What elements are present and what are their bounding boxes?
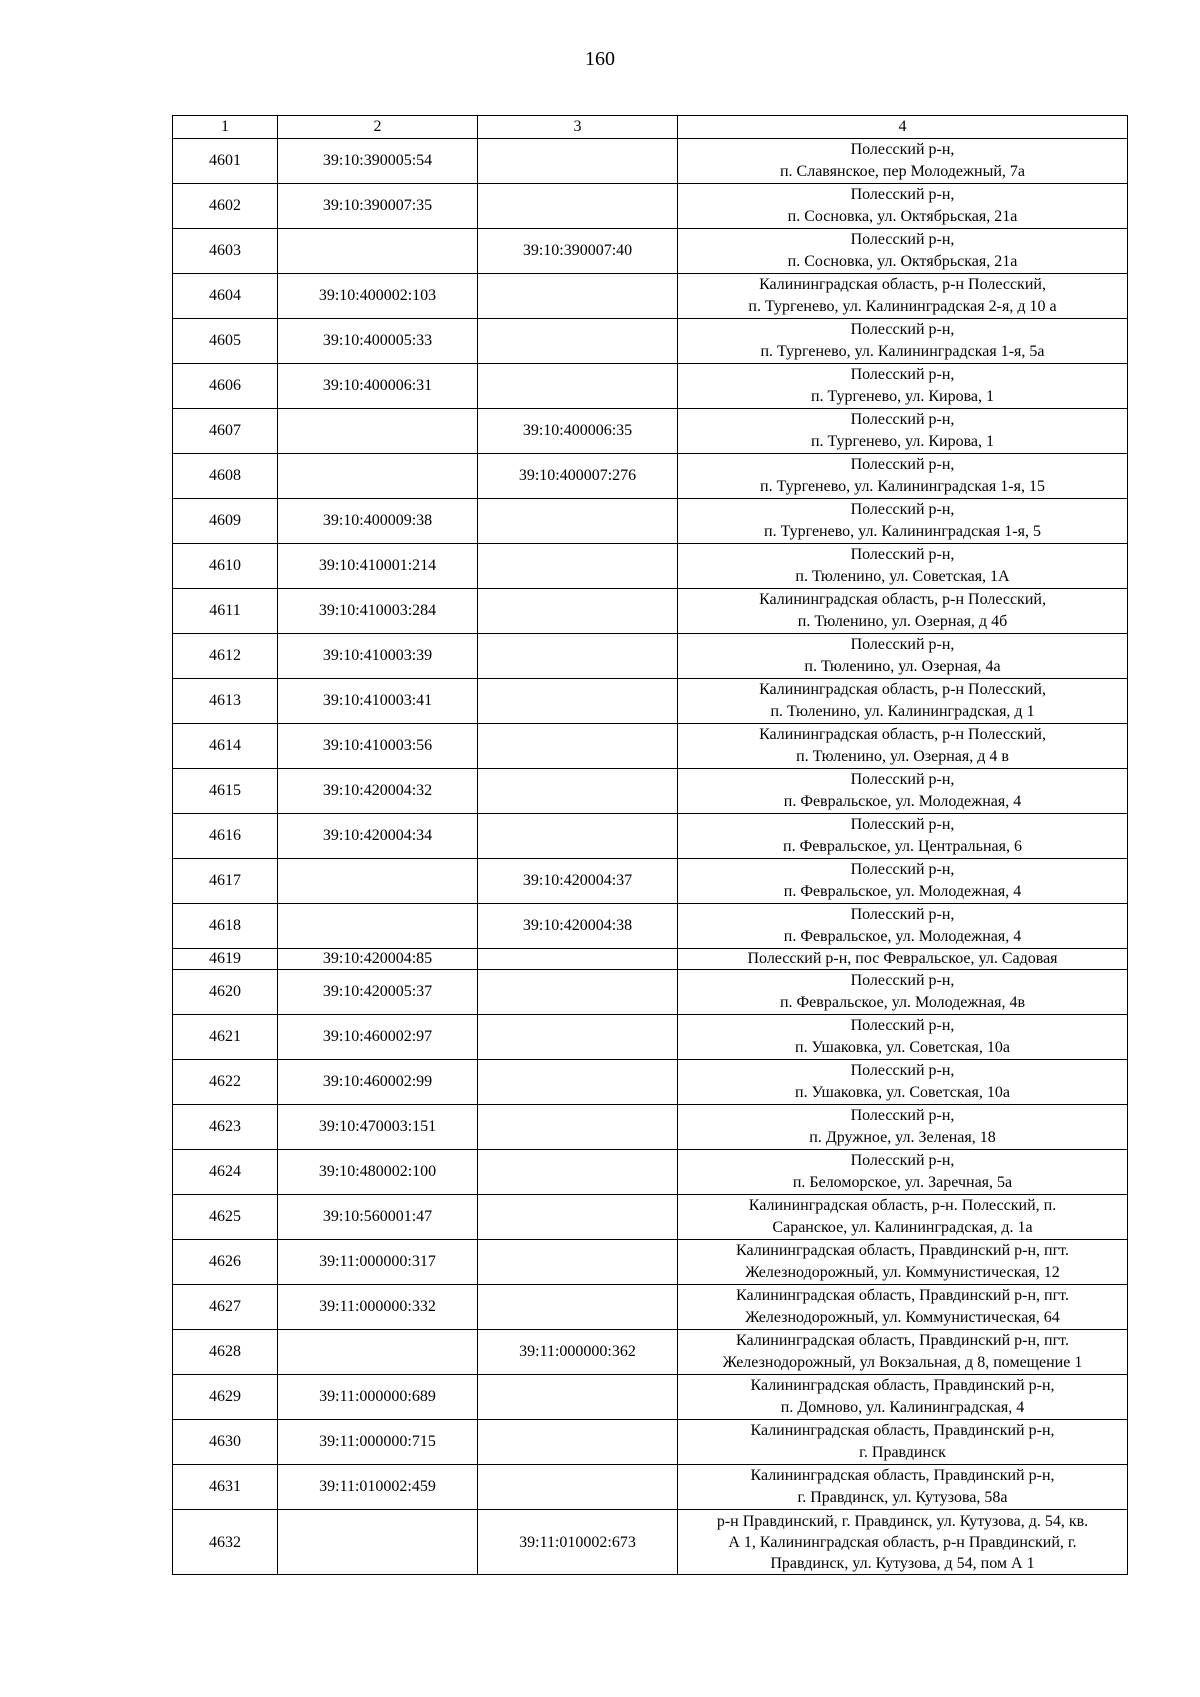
table-row [173,949,1128,970]
row-number-cell: 4612 [173,634,278,679]
address-cell [678,454,1128,499]
address-line: Калининградская область, р-н Полесский, [759,681,1046,698]
address-line: Калининградская область, Правдинский р-н, [750,1467,1055,1484]
cadastral-number-cell: 39:11:000000:317 [278,1240,478,1285]
address-line: Полесский р-н, [850,231,955,248]
address-line: Калининградская область, Правдинский р-н, [750,1377,1055,1394]
address-cell [678,859,1128,904]
address-line: Калининградская область, р-н Полесский, [759,276,1046,293]
address-cell [678,1285,1128,1330]
row-number-cell: 4606 [173,364,278,409]
cadastral-number-alt-cell [478,1465,678,1510]
table-row [173,409,1128,454]
cadastral-number-alt-cell [478,949,678,970]
address-line: п. Февральское, ул. Молодежная, 4в [779,994,1026,1011]
row-number-cell: 4614 [173,724,278,769]
address-line: п. Тюленино, ул. Калининградская, д 1 [770,703,1035,720]
address-line: п. Тургенево, ул. Калининградская 1-я, 5 [764,523,1041,540]
address-line: Полесский р-н, [850,636,955,653]
address-line: п. Дружное, ул. Зеленая, 18 [809,1129,996,1146]
address-line: Полесский р-н, [850,906,955,923]
cadastral-number-alt-cell: 39:11:010002:673 [478,1510,678,1575]
address-line: п. Тюленино, ул. Озерная, д 4 в [796,748,1009,765]
address-line: Полесский р-н, [850,1152,955,1169]
row-number-cell: 4616 [173,814,278,859]
address-cell [678,409,1128,454]
table-row [173,634,1128,679]
table-body [173,116,1128,1575]
address-line: г. Правдинск [859,1444,946,1461]
address-cell [678,1420,1128,1465]
address-line: Полесский р-н, [850,1107,955,1124]
header-cell-2: 2 [278,116,478,139]
address-line: п. Тургенево, ул. Калининградская 1-я, 5а [760,343,1045,360]
cadastral-number-alt-cell [478,1015,678,1060]
address-cell [678,544,1128,589]
cadastral-number-cell: 39:11:000000:332 [278,1285,478,1330]
row-number-cell: 4601 [173,139,278,184]
cadastral-number-cell [278,859,478,904]
address-line: Полесский р-н, пос Февральское, ул. Садовая [747,950,1058,967]
row-number-cell: 4628 [173,1330,278,1375]
address-cell [678,139,1128,184]
cadastral-number-cell: 39:10:460002:97 [278,1015,478,1060]
cadastral-number-alt-cell [478,679,678,724]
cadastral-number-alt-cell [478,1195,678,1240]
row-number-cell: 4622 [173,1060,278,1105]
table-row [173,454,1128,499]
cadastral-number-cell: 39:10:410003:56 [278,724,478,769]
address-line: Саранское, ул. Калининградская, д. 1а [772,1219,1033,1236]
cadastral-number-alt-cell: 39:10:400007:276 [478,454,678,499]
address-line: п. Тюленино, ул. Советская, 1А [795,568,1010,585]
address-line: Полесский р-н, [850,816,955,833]
cadastral-number-cell: 39:11:000000:715 [278,1420,478,1465]
page-number: 160 [585,48,615,70]
address-line: Полесский р-н, [850,771,955,788]
cadastral-number-alt-cell [478,970,678,1015]
cadastral-number-alt-cell [478,184,678,229]
address-line: Калининградская область, Правдинский р-н, пгт. [736,1332,1069,1349]
address-line: п. Ушаковка, ул. Советская, 10а [795,1039,1010,1056]
address-line: Полесский р-н, [850,501,955,518]
address-line: Калининградская область, р-н Полесский, [759,591,1046,608]
cadastral-number-alt-cell [478,544,678,589]
row-number-cell: 4631 [173,1465,278,1510]
cadastral-number-cell: 39:10:420005:37 [278,970,478,1015]
row-number-cell: 4608 [173,454,278,499]
cadastral-number-cell: 39:10:390005:54 [278,139,478,184]
row-number-cell: 4607 [173,409,278,454]
address-cell [678,1240,1128,1285]
cadastral-number-cell: 39:10:460002:99 [278,1060,478,1105]
address-line: Полесский р-н, [850,972,955,989]
address-cell [678,274,1128,319]
cadastral-number-cell: 39:11:010002:459 [278,1465,478,1510]
address-cell [678,319,1128,364]
address-line: п. Февральское, ул. Молодежная, 4 [783,928,1022,945]
cadastral-number-alt-cell [478,724,678,769]
address-line: Железнодорожный, ул Вокзальная, д 8, помещение 1 [722,1354,1083,1371]
table-row [173,1060,1128,1105]
table-row [173,859,1128,904]
address-line: п. Тургенево, ул. Кирова, 1 [810,433,995,450]
cadastral-number-alt-cell [478,1105,678,1150]
cadastral-number-cell: 39:10:400009:38 [278,499,478,544]
address-line: п. Ушаковка, ул. Советская, 10а [795,1084,1010,1101]
table-row [173,184,1128,229]
address-line: Правдинск, ул. Кутузова, д 54, пом А 1 [770,1554,1035,1572]
cadastral-number-cell: 39:10:560001:47 [278,1195,478,1240]
cadastral-number-cell: 39:10:410003:39 [278,634,478,679]
address-line: п. Февральское, ул. Молодежная, 4 [783,793,1022,810]
address-cell [678,1060,1128,1105]
table-row [173,1420,1128,1465]
header-row [173,116,1128,139]
address-cell [678,679,1128,724]
row-number-cell: 4609 [173,499,278,544]
table-row [173,904,1128,949]
address-line: Калининградская область, р-н Полесский, [759,726,1046,743]
address-line: Полесский р-н, [850,186,955,203]
row-number-cell: 4620 [173,970,278,1015]
cadastral-number-alt-cell: 39:10:420004:38 [478,904,678,949]
table-row [173,1285,1128,1330]
address-line: Полесский р-н, [850,861,955,878]
cadastral-number-alt-cell [478,319,678,364]
address-line: Полесский р-н, [850,456,955,473]
cadastral-number-cell [278,1330,478,1375]
row-number-cell: 4625 [173,1195,278,1240]
cadastral-number-cell: 39:10:420004:32 [278,769,478,814]
header-cell-4: 4 [678,116,1128,139]
cadastral-number-cell: 39:11:000000:689 [278,1375,478,1420]
row-number-cell: 4627 [173,1285,278,1330]
table-row [173,319,1128,364]
address-cell [678,970,1128,1015]
address-line: п. Сосновка, ул. Октябрьская, 21а [787,208,1018,225]
table-row [173,229,1128,274]
table-row [173,970,1128,1015]
address-line: Полесский р-н, [850,1017,955,1034]
address-cell [678,1015,1128,1060]
address-line: п. Тюленино, ул. Озерная, д 4б [797,613,1008,630]
cadastral-number-cell: 39:10:390007:35 [278,184,478,229]
address-line: Железнодорожный, ул. Коммунистическая, 64 [745,1309,1060,1326]
cadastral-number-cell: 39:10:470003:151 [278,1105,478,1150]
cadastral-number-cell [278,229,478,274]
table-row [173,1150,1128,1195]
table-row [173,1195,1128,1240]
cadastral-number-alt-cell [478,139,678,184]
address-line: п. Февральское, ул. Центральная, 6 [783,838,1022,855]
address-line: Полесский р-н, [850,141,955,158]
cadastral-number-alt-cell [478,499,678,544]
address-cell [678,1375,1128,1420]
address-line: п. Домново, ул. Калининградская, 4 [780,1399,1025,1416]
address-line: Калининградская область, р-н. Полесский, п. [748,1197,1057,1214]
cadastral-number-cell: 39:10:410003:41 [278,679,478,724]
cadastral-number-cell: 39:10:420004:34 [278,814,478,859]
row-number-cell: 4618 [173,904,278,949]
cadastral-number-cell: 39:10:420004:85 [278,949,478,970]
cadastral-number-alt-cell [478,634,678,679]
row-number-cell: 4615 [173,769,278,814]
cadastral-number-cell [278,904,478,949]
address-line: Калининградская область, Правдинский р-н, пгт. [736,1242,1069,1259]
address-line: Калининградская область, Правдинский р-н, [750,1422,1055,1439]
table-row [173,769,1128,814]
address-cell [678,1465,1128,1510]
table-row [173,814,1128,859]
cadastral-number-alt-cell [478,814,678,859]
table-row [173,589,1128,634]
table-row [173,724,1128,769]
row-number-cell: 4623 [173,1105,278,1150]
row-number-cell: 4604 [173,274,278,319]
row-number-cell: 4630 [173,1420,278,1465]
row-number-cell: 4611 [173,589,278,634]
address-line: Железнодорожный, ул. Коммунистическая, 12 [745,1264,1060,1281]
address-line: п. Беломорское, ул. Заречная, 5а [792,1174,1013,1191]
address-cell [678,499,1128,544]
cadastral-number-alt-cell [478,769,678,814]
cadastral-number-cell: 39:10:410001:214 [278,544,478,589]
cadastral-number-alt-cell [478,1150,678,1195]
address-cell [678,589,1128,634]
table-row [173,544,1128,589]
address-line: п. Сосновка, ул. Октябрьская, 21а [787,253,1018,270]
address-line: г. Правдинск, ул. Кутузова, 58а [797,1489,1008,1506]
row-number-cell: 4605 [173,319,278,364]
row-number-cell: 4621 [173,1015,278,1060]
table-row [173,274,1128,319]
address-line: Полесский р-н, [850,546,955,563]
address-cell [678,1510,1128,1575]
address-line: Полесский р-н, [850,1062,955,1079]
row-number-cell: 4632 [173,1510,278,1575]
cadastral-number-alt-cell [478,589,678,634]
cadastral-number-alt-cell: 39:10:390007:40 [478,229,678,274]
registry-table [172,115,1128,1575]
row-number-cell: 4617 [173,859,278,904]
table-row [173,1465,1128,1510]
address-cell [678,1150,1128,1195]
row-number-cell: 4624 [173,1150,278,1195]
address-cell [678,229,1128,274]
address-cell [678,364,1128,409]
cadastral-number-alt-cell [478,364,678,409]
address-line: Полесский р-н, [850,411,955,428]
cadastral-number-alt-cell [478,1060,678,1105]
address-cell [678,1330,1128,1375]
table-row [173,1330,1128,1375]
address-line: Калининградская область, Правдинский р-н, пгт. [736,1287,1069,1304]
row-number-cell: 4610 [173,544,278,589]
row-number-cell: 4629 [173,1375,278,1420]
address-line: п. Тюленино, ул. Озерная, 4а [804,658,1001,675]
table-row [173,499,1128,544]
cadastral-number-cell: 39:10:410003:284 [278,589,478,634]
cadastral-number-alt-cell [478,1285,678,1330]
row-number-cell: 4602 [173,184,278,229]
cadastral-number-alt-cell [478,274,678,319]
cadastral-number-cell: 39:10:480002:100 [278,1150,478,1195]
table-row [173,1510,1128,1575]
header-cell-3: 3 [478,116,678,139]
address-cell [678,949,1128,970]
cadastral-number-alt-cell: 39:10:420004:37 [478,859,678,904]
row-number-cell: 4626 [173,1240,278,1285]
address-line: Полесский р-н, [850,366,955,383]
table-row [173,679,1128,724]
cadastral-number-alt-cell: 39:11:000000:362 [478,1330,678,1375]
address-cell [678,769,1128,814]
table-row [173,139,1128,184]
cadastral-number-alt-cell: 39:10:400006:35 [478,409,678,454]
address-line: п. Славянское, пер Молодежный, 7а [779,163,1026,180]
cadastral-number-cell: 39:10:400006:31 [278,364,478,409]
row-number-cell: 4603 [173,229,278,274]
cadastral-number-cell: 39:10:400005:33 [278,319,478,364]
cadastral-number-alt-cell [478,1375,678,1420]
table-row [173,1375,1128,1420]
cadastral-number-alt-cell [478,1420,678,1465]
address-line: п. Февральское, ул. Молодежная, 4 [783,883,1022,900]
row-number-cell: 4619 [173,949,278,970]
address-cell [678,634,1128,679]
address-line: А 1, Калининградская область, р-н Правдинский, г. [728,1533,1077,1551]
address-line: Полесский р-н, [850,321,955,338]
table-row [173,1240,1128,1285]
address-cell [678,724,1128,769]
cadastral-number-alt-cell [478,1240,678,1285]
table-row [173,1015,1128,1060]
table-row [173,364,1128,409]
address-line: п. Тургенево, ул. Калининградская 2-я, д 10 а [748,298,1057,315]
address-cell [678,904,1128,949]
header-cell-1: 1 [173,116,278,139]
cadastral-number-cell [278,409,478,454]
address-line: п. Тургенево, ул. Кирова, 1 [810,388,995,405]
cadastral-number-cell [278,454,478,499]
address-cell [678,1105,1128,1150]
address-line: р-н Правдинский, г. Правдинск, ул. Кутузова, д. 54, кв. [716,1512,1089,1530]
row-number-cell: 4613 [173,679,278,724]
address-cell [678,1195,1128,1240]
address-line: п. Тургенево, ул. Калининградская 1-я, 15 [760,478,1045,495]
address-cell [678,814,1128,859]
address-cell [678,184,1128,229]
cadastral-number-cell: 39:10:400002:103 [278,274,478,319]
cadastral-number-cell [278,1510,478,1575]
table-row [173,1105,1128,1150]
